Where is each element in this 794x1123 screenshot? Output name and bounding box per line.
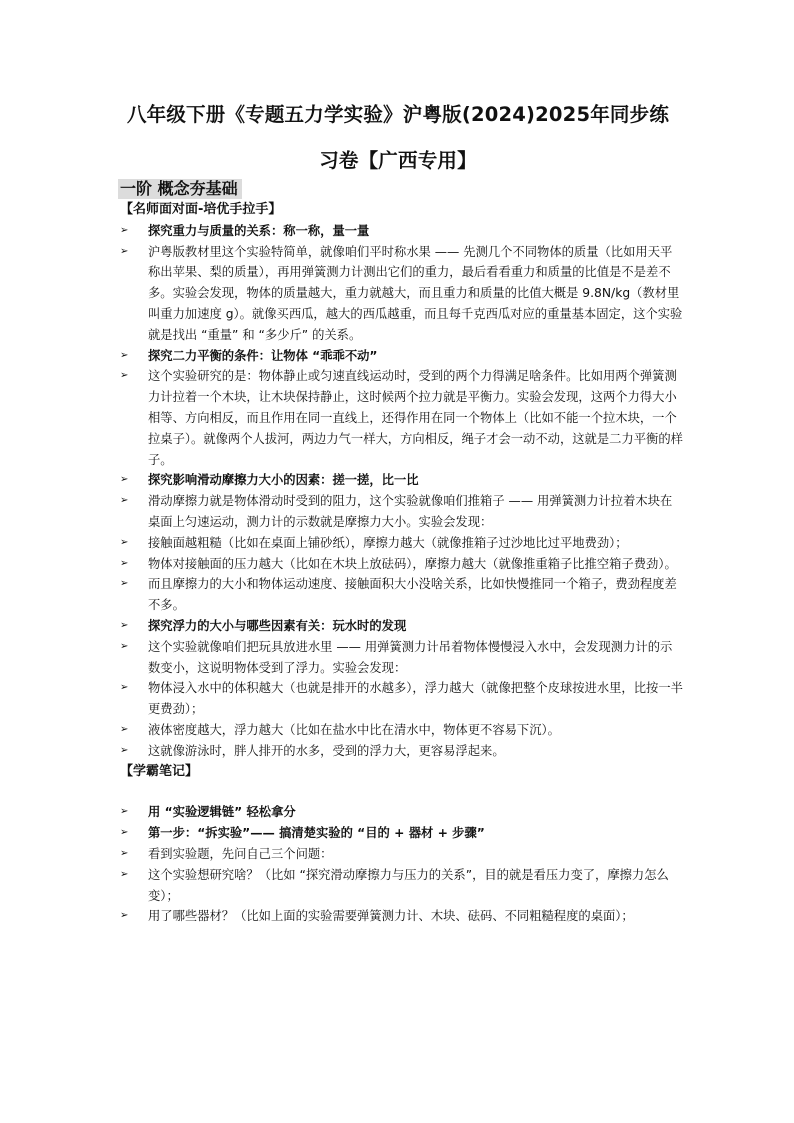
list-item-text: 接触面越粗糙（比如在桌面上铺砂纸），摩擦力越大（就像推箱子过沙地比过平地费劲）；: [148, 535, 628, 550]
bullet-arrow-icon: ➢: [120, 245, 129, 257]
list-item: [118, 491, 684, 533]
list-item-text: 沪粤版教材里这个实验特简单，就像咱们平时称水果 —— 先测几个不同物体的质量（比如用天平称出苹果、梨的质量），再用弹簧测力计测出它们的重力，最后看看重力和质量的比值是不是差不多。实验会发现，物体的质量越大，重力就越大，而且重力和质量的比值大概是 9.8N/kg（教材里叫重力加速度 g）。就像买西瓜，越大的西瓜越重，而且每千克西瓜对应的重量基本固定，这个实验就是找出 “重量” 和 “多少斤” 的关系。: [148, 244, 683, 342]
bullet-arrow-icon: ➢: [120, 224, 129, 236]
list-item: [118, 823, 684, 844]
list-item: [118, 865, 684, 907]
notes-bullet-list: [118, 802, 684, 927]
list-item: [118, 574, 684, 616]
list-heading-text: 用 “实验逻辑链” 轻松拿分: [148, 805, 296, 820]
list-item-text: 用了哪些器材？（比如上面的实验需要弹簧测力计、木块、砝码、不同粗糙程度的桌面）；: [148, 909, 634, 924]
bullet-arrow-icon: ➢: [120, 495, 129, 507]
bullet-arrow-icon: ➢: [120, 744, 129, 756]
list-item: [118, 554, 684, 575]
list-item: [118, 616, 684, 637]
list-item-text: 这就像游泳时，胖人排开的水多，受到的浮力大，更容易浮起来。: [148, 743, 505, 758]
list-item: [118, 637, 684, 679]
list-item: [118, 346, 684, 367]
list-item: [118, 678, 684, 720]
list-heading-text: 探究重力与质量的关系：称一称，量一量: [148, 223, 370, 238]
bullet-arrow-icon: ➢: [120, 536, 129, 548]
bullet-arrow-icon: ➢: [120, 910, 129, 922]
subheading-notes: 【学霸笔记】: [120, 763, 199, 779]
document-body: [118, 200, 684, 927]
list-item-text: 而且摩擦力的大小和物体运动速度、接触面积大小没啥关系，比如快慢推同一个箱子，费劲程度差不多。: [148, 577, 677, 613]
subheading-teacher: 【名师面对面-培优手拉手】: [120, 202, 282, 217]
list-item: [118, 802, 684, 823]
bullet-arrow-icon: ➢: [120, 847, 129, 859]
list-item: [118, 844, 684, 865]
bullet-arrow-icon: ➢: [120, 868, 129, 880]
document-title: 八年级下册《专题五力学实验》沪粤版(2024)2025年同步练习卷【广西专用】: [126, 103, 670, 172]
bullet-arrow-icon: ➢: [120, 349, 129, 361]
list-heading-text: 探究二力平衡的条件：让物体 “乖乖不动”: [148, 348, 378, 363]
list-item-text: 这个实验就像咱们把玩具放进水里 —— 用弹簧测力计吊着物体慢慢浸入水中，会发现测力计的示数变小，这说明物体受到了浮力。实验会发现：: [148, 639, 673, 675]
list-item: [118, 720, 684, 741]
list-heading-text: 探究浮力的大小与哪些因素有关：玩水时的发现: [148, 618, 407, 633]
list-item-text: 看到实验题，先问自己三个问题：: [148, 846, 333, 861]
list-item-text: 这个实验研究的是：物体静止或匀速直线运动时，受到的两个力得满足啥条件。比如用两个弹簧测力计拉着一个木块，让木块保持静止，这时候两个拉力就是平衡力。实验会发现，这两个力得大小相等、方向相反，而且作用在同一直线上，还得作用在同一个物体上（比如不能一个拉木块，一个拉桌子）。就像两个人拔河，两边力气一样大，方向相反，绳子才会一动不动，这就是二力平衡的样子。: [148, 369, 683, 467]
section-heading: 一阶 概念夯基础: [118, 179, 242, 199]
spacer: [118, 782, 684, 802]
teacher-bullet-list: [118, 221, 684, 762]
list-item-text: 物体对接触面的压力越大（比如在木块上放砝码），摩擦力越大（就像推重箱子比推空箱子费劲）。: [148, 556, 677, 571]
list-item: [118, 366, 684, 470]
bullet-arrow-icon: ➢: [120, 827, 129, 839]
list-item: [118, 470, 684, 491]
list-heading-text: 第一步：“拆实验”—— 搞清楚实验的 “目的 + 器材 + 步骤”: [148, 826, 485, 841]
list-item-text: 液体密度越大，浮力越大（比如在盐水中比在清水中，物体更不容易下沉）。: [148, 722, 560, 737]
bullet-arrow-icon: ➢: [120, 723, 129, 735]
list-item: [118, 533, 684, 554]
list-item-text: 滑动摩擦力就是物体滑动时受到的阻力，这个实验就像咱们推箱子 —— 用弹簧测力计拉着木块在桌面上匀速运动，测力计的示数就是摩擦力大小。实验会发现：: [148, 494, 673, 529]
bullet-arrow-icon: ➢: [120, 682, 129, 694]
bullet-arrow-icon: ➢: [120, 474, 129, 486]
list-item: [118, 906, 684, 927]
list-heading-text: 探究影响滑动摩擦力大小的因素：搓一搓，比一比: [148, 473, 419, 488]
bullet-arrow-icon: ➢: [120, 619, 129, 631]
list-item: [118, 741, 684, 762]
list-item: [118, 242, 684, 346]
bullet-arrow-icon: ➢: [120, 640, 129, 652]
list-item-text: 这个实验想研究啥？（比如 “探究滑动摩擦力与压力的关系”，目的就是看压力变了，摩擦力怎么变）；: [148, 867, 669, 903]
bullet-arrow-icon: ➢: [120, 806, 129, 818]
list-item-text: 物体浸入水中的体积越大（也就是排开的水越多），浮力越大（就像把整个皮球按进水里，比按一半更费劲）；: [148, 681, 683, 717]
list-item: [118, 221, 684, 242]
bullet-arrow-icon: ➢: [120, 557, 129, 569]
bullet-arrow-icon: ➢: [120, 578, 129, 590]
bullet-arrow-icon: ➢: [120, 370, 129, 382]
